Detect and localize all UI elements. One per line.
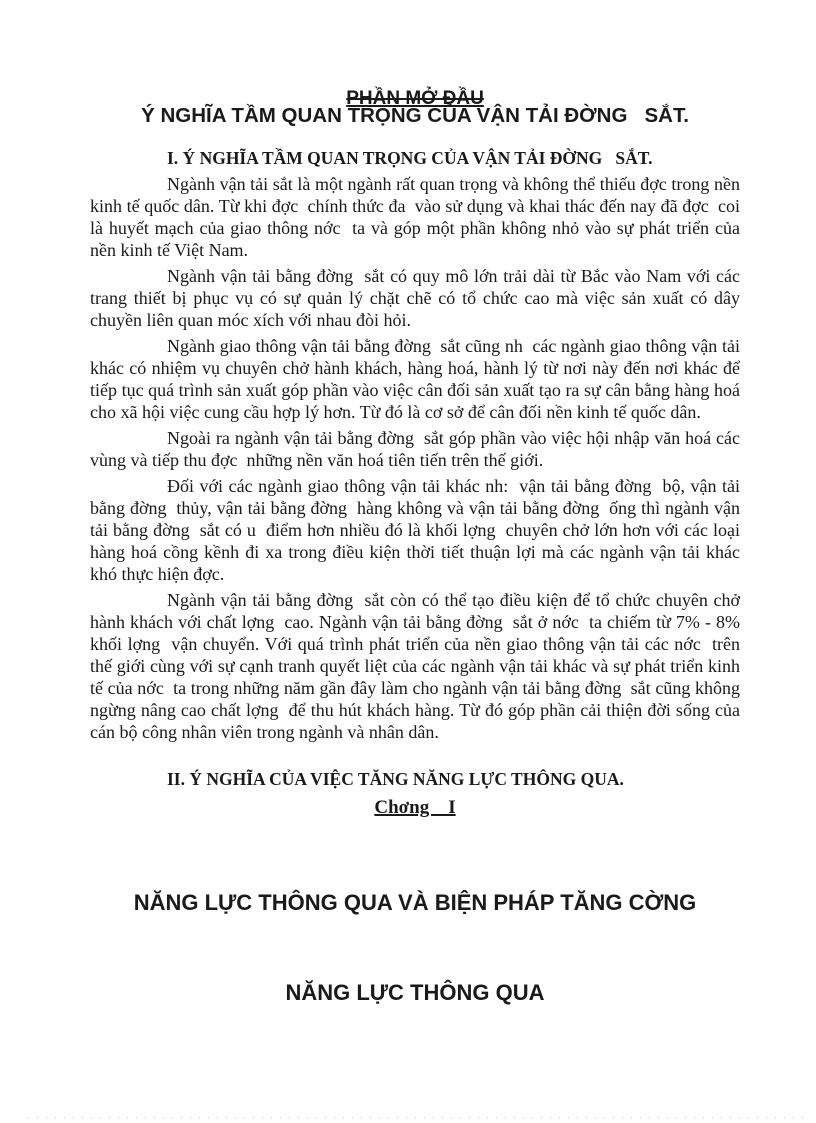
chapter-title <box>90 828 740 1068</box>
chapter-title-line-2: NĂNG LỰC THÔNG QUA <box>285 980 545 1005</box>
page-bottom-dotted-line <box>28 1117 808 1118</box>
struck-overline-title: PHẦN MỞ ĐẦU <box>346 88 484 109</box>
paragraph-5: Đối với các ngành giao thông vận tải khác nh: vận tải bằng đờng bộ, vận tải bằng đờng thủy, vận tải bằng đờng hàng không và vận tải bằng đờng ống thì ngành vận tải bằng đờng sắt có u điểm hơn nhiều đó là khối lợng chuyên chở lớn hơn với các loại hàng hoá cồng kềnh đi xa trong điều kiện thời tiết thuận lợi mà các ngành vận tải khác khó thực hiện đợc. <box>90 476 745 584</box>
paragraph-6: Ngành vận tải bằng đờng sắt còn có thể tạo điều kiện để tổ chức chuyên chở hành khách với chất lợng cao. Ngành vận tải bằng đờng sắt ở nớc ta chiếm từ 7% - 8% khối lợng vận chuyển. Với quá trình phát triển của nền giao thông vận tải các nớc trên thế giới cùng với sự cạnh tranh quyết liệt của các ngành vận tải khác và sự phát triển kinh tế của nớc ta trong những năm gần đây làm cho ngành vận tải bằng đờng sắt cũng không ngừng nâng cao chất lợng để thu hút khách hàng. Từ đó góp phần cải thiện đời sống của cán bộ công nhân viên trong ngành và nhân dân. <box>90 590 745 742</box>
chapter-label: Chơng I <box>374 797 456 818</box>
chapter-title-line-1: NĂNG LỰC THÔNG QUA VÀ BIỆN PHÁP TĂNG CỜNG <box>133 890 697 915</box>
paragraph-3: Ngành giao thông vận tải bằng đờng sắt cũng nh các ngành giao thông vận tải khác có nhiệm vụ chuyên chở hành khách, hàng hoá, hành lý từ nơi này đến nơi khác để tiếp tục quá trình sản xuất góp phần vào việc cân đối sản xuất tạo ra sự cân bằng hàng hoá cho xã hội việc cung cầu hợp lý hơn. Từ đó là cơ sở để cân đối nền kinh tế quốc dân. <box>90 336 745 422</box>
section-heading-1: I. Ý NGHĨA TẦM QUAN TRỌNG CỦA VẬN TẢI ĐỜNG SẮT. <box>167 148 653 168</box>
document-header <box>90 88 740 128</box>
paragraph-4: Ngoài ra ngành vận tải bằng đờng sắt góp phần vào việc hội nhập văn hoá các vùng và tiếp thu đợc những nền văn hoá tiên tiến trên thế giới. <box>90 428 745 470</box>
section-heading-2: II. Ý NGHĨA CỦA VIỆC TĂNG NĂNG LỰC THÔNG QUA. <box>167 769 624 789</box>
paragraph-2: Ngành vận tải bằng đờng sắt có quy mô lớn trải dài từ Bắc vào Nam với các trang thiết bị phục vụ có sự quản lý chặt chẽ có tổ chức cao mà việc sản xuất có dây chuyền liên quan móc xích với nhau đòi hỏi. <box>90 266 745 330</box>
paragraph-1: Ngành vận tải sắt là một ngành rất quan trọng và không thể thiếu đợc trong nền kinh tế quốc dân. Từ khi đợc chính thức đa vào sử dụng và khai thác đến nay đã đợc coi là huyết mạch của giao thông nớc ta và góp một phần không nhỏ vào sự phát triển của nền kinh tế Việt Nam. <box>90 174 745 260</box>
document-title: Ý NGHĨA TẦM QUAN TRỌNG CỦA VẬN TẢI ĐỜNG SẮT. <box>141 104 689 127</box>
